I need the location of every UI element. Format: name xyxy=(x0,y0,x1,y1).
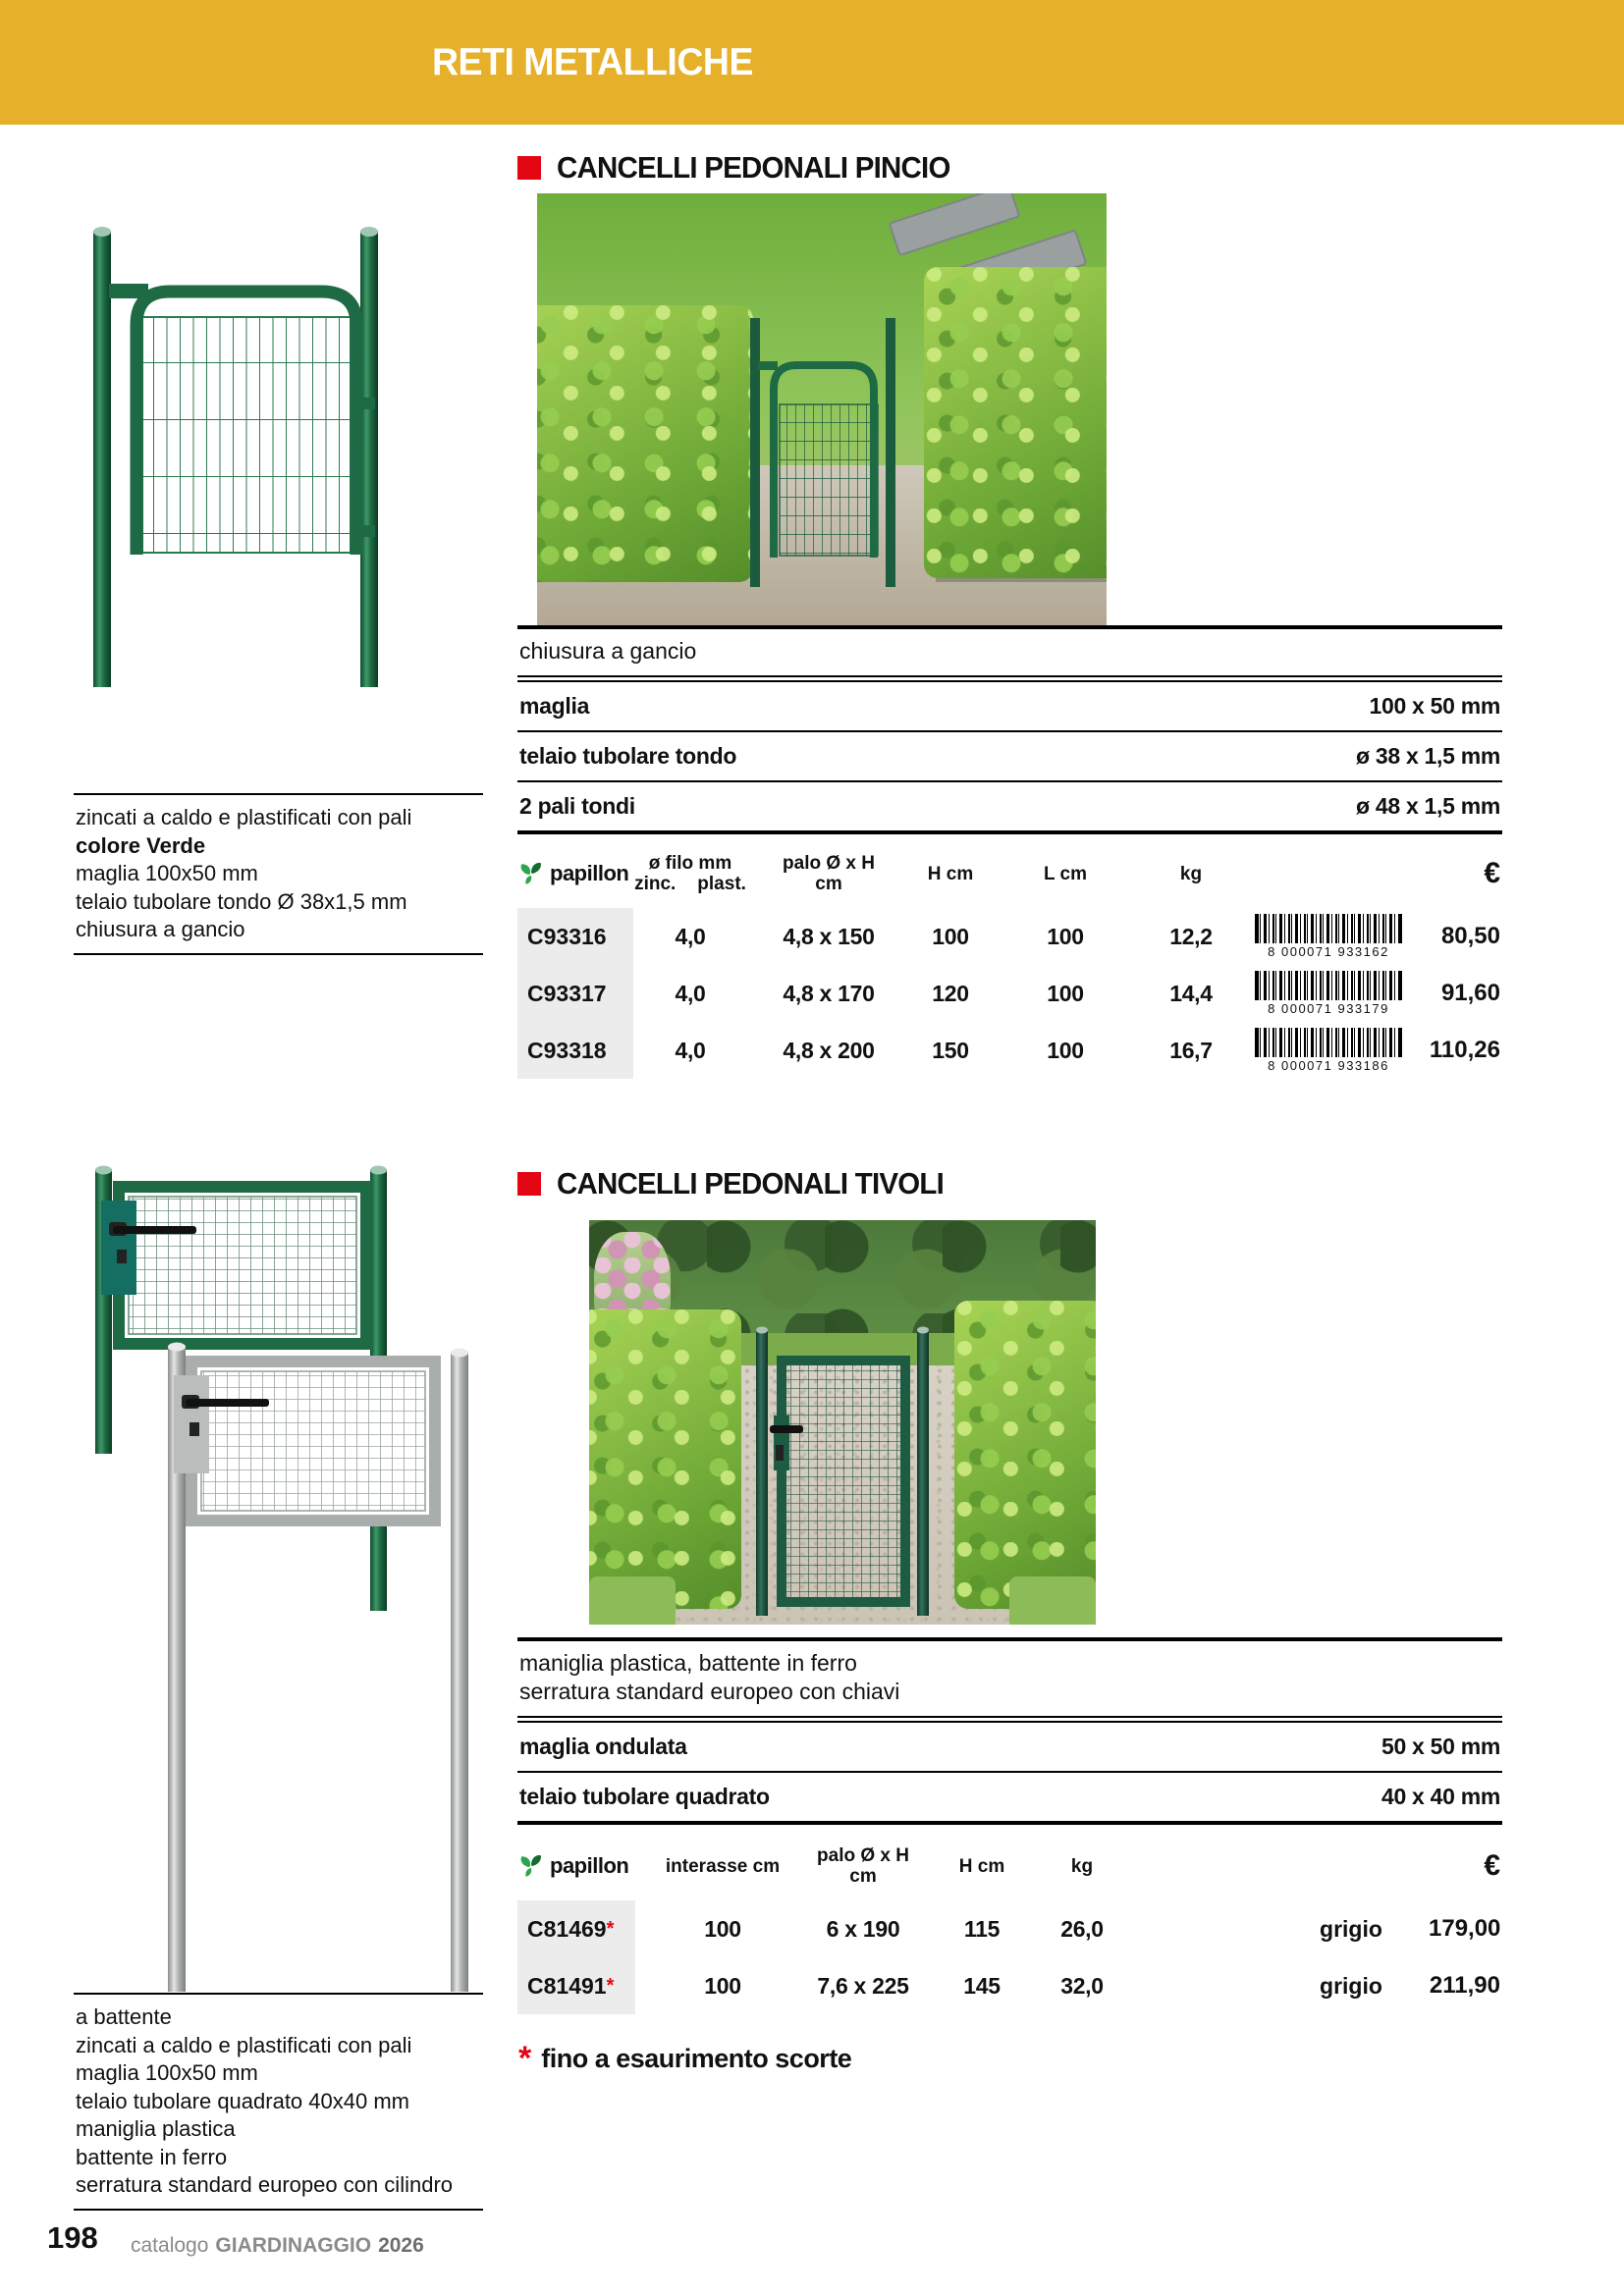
product-code: C81469 * xyxy=(517,1900,635,1957)
note-line: battente in ferro xyxy=(76,2144,228,2169)
spec-label: telaio tubolare tondo xyxy=(519,743,737,769)
note-line: a battente xyxy=(76,2004,172,2029)
h-value: 100 xyxy=(932,923,969,949)
column-header-price: € xyxy=(1484,857,1500,889)
divider xyxy=(517,675,1502,682)
note-line: zincati a caldo e plastificati con pali xyxy=(76,2032,412,2057)
h-value: 115 xyxy=(963,1915,1001,1942)
hedge-right xyxy=(924,267,1107,578)
table-row xyxy=(517,908,1502,965)
spec-label: telaio tubolare quadrato xyxy=(519,1784,770,1809)
barcode-bars xyxy=(1255,914,1402,943)
column-header-kg: kg xyxy=(1070,1855,1094,1877)
product-code: C81491 * xyxy=(517,1957,635,2014)
red-square-bullet xyxy=(517,1172,541,1196)
kg-value: 26,0 xyxy=(1060,1915,1104,1942)
table-row xyxy=(517,965,1502,1022)
tivoli-spec-block xyxy=(517,1637,1502,1825)
column-header-interasse: interasse cm xyxy=(665,1855,781,1877)
tivoli-gates-illustration xyxy=(74,1163,496,1993)
ean-number: 8 000071 933179 xyxy=(1268,1001,1389,1016)
table-row xyxy=(517,1900,1502,1957)
grass-patch xyxy=(589,1576,676,1625)
table-header-row xyxy=(517,1832,1502,1900)
stock-note-text: fino a esaurimento scorte xyxy=(541,2044,852,2073)
product-code: C93317 xyxy=(517,965,633,1022)
note-line: zincati a caldo e plastificati con pali xyxy=(76,805,412,829)
barcode xyxy=(1242,914,1415,959)
h-value: 120 xyxy=(932,980,969,1006)
note-line: chiusura a gancio xyxy=(76,917,245,941)
red-square-bullet xyxy=(517,156,541,180)
kg-value: 32,0 xyxy=(1060,1972,1104,1999)
pincio-spec-block xyxy=(517,625,1502,834)
stock-asterisk: * xyxy=(518,2040,532,2077)
table-header-row xyxy=(517,839,1502,908)
filo-value: 4,0 xyxy=(675,1037,706,1063)
footer-catalog-brand: GIARDINAGGIO xyxy=(215,2234,372,2257)
note-line: maglia 100x50 mm xyxy=(76,861,258,885)
palo-value: 4,8 x 200 xyxy=(783,1037,875,1063)
note-line-color: colore Verde xyxy=(76,832,206,858)
palo-value: 4,8 x 170 xyxy=(783,980,875,1006)
pincio-notes xyxy=(74,793,483,955)
section-title-pincio xyxy=(517,150,971,186)
note-line: serratura standard europeo con cilindro xyxy=(76,2172,454,2197)
l-value: 100 xyxy=(1047,923,1084,949)
h-value: 150 xyxy=(932,1037,969,1063)
palo-value: 7,6 x 225 xyxy=(817,1972,909,1999)
column-header-h: H cm xyxy=(927,863,974,884)
price-value: 91,60 xyxy=(1440,980,1500,1006)
spec-value: ø 48 x 1,5 mm xyxy=(1356,793,1500,819)
footer-catalog-year: 2026 xyxy=(378,2234,424,2257)
section-title-text: CANCELLI PEDONALI TIVOLI xyxy=(557,1166,945,1201)
spec-value: 100 x 50 mm xyxy=(1369,693,1500,719)
hedge-right xyxy=(954,1301,1096,1608)
section-title-text: CANCELLI PEDONALI PINCIO xyxy=(557,150,950,185)
stock-asterisk: * xyxy=(606,1918,615,1940)
palo-value: 6 x 190 xyxy=(826,1915,900,1942)
ean-number: 8 000071 933186 xyxy=(1268,1058,1389,1073)
spec-intro-line2: serratura standard europeo con chiavi xyxy=(519,1679,900,1704)
product-code: C93316 xyxy=(517,908,633,965)
price-value: 179,00 xyxy=(1429,1915,1501,1942)
hedge-left xyxy=(537,305,753,582)
spec-value: 40 x 40 mm xyxy=(1380,1784,1500,1809)
brand-logo-text: papillon xyxy=(550,861,629,885)
barcode-bars xyxy=(1255,1028,1402,1057)
header-band xyxy=(0,0,1624,125)
column-header-filo: ø filo mm zinc. plast. xyxy=(634,853,746,894)
barcode-bars xyxy=(1255,971,1402,1000)
divider xyxy=(517,1716,1502,1723)
filo-value: 4,0 xyxy=(675,980,706,1006)
spec-row xyxy=(517,732,1502,782)
note-line: telaio tubolare quadrato 40x40 mm xyxy=(76,2088,409,2113)
column-header-palo: palo Ø x H cm xyxy=(817,1845,909,1887)
spec-row xyxy=(517,1723,1502,1773)
pincio-product-photo xyxy=(537,193,1107,625)
column-header-price: € xyxy=(1484,1849,1500,1882)
brand-logo xyxy=(517,839,633,908)
brand-logo-text: papillon xyxy=(550,1853,629,1878)
product-code: C93318 xyxy=(517,1022,633,1079)
palo-value: 4,8 x 150 xyxy=(783,923,875,949)
note-line: maniglia plastica xyxy=(76,2116,236,2141)
barcode xyxy=(1242,971,1415,1016)
tivoli-product-table xyxy=(517,1832,1502,2014)
spec-row xyxy=(517,782,1502,834)
color-value: grigio xyxy=(1320,1915,1382,1942)
spec-label: maglia ondulata xyxy=(519,1734,687,1759)
column-header-palo: palo Ø x H cm xyxy=(783,853,875,894)
price-value: 110,26 xyxy=(1429,1037,1500,1063)
footer-catalog xyxy=(131,2234,424,2258)
note-line: maglia 100x50 mm xyxy=(76,2060,258,2085)
ean-number: 8 000071 933162 xyxy=(1268,944,1389,959)
interasse-value: 100 xyxy=(704,1972,741,1999)
spec-value: ø 38 x 1,5 mm xyxy=(1356,743,1500,769)
tivoli-product-photo xyxy=(589,1220,1096,1625)
footer-page-number: 198 xyxy=(47,2220,98,2255)
photo-gate xyxy=(746,1317,939,1618)
h-value: 145 xyxy=(963,1972,1001,1999)
spec-value: 50 x 50 mm xyxy=(1380,1734,1500,1759)
barcode xyxy=(1242,1028,1415,1073)
spec-label: maglia xyxy=(519,693,590,719)
stock-note xyxy=(518,2040,852,2077)
pincio-product-table xyxy=(517,839,1502,1079)
filo-value: 4,0 xyxy=(675,923,706,949)
l-value: 100 xyxy=(1047,980,1084,1006)
column-header-l: L cm xyxy=(1043,863,1087,884)
spec-row xyxy=(517,1773,1502,1825)
spec-intro: chiusura a gancio xyxy=(519,638,697,664)
papillon-butterfly-icon xyxy=(517,861,545,886)
papillon-butterfly-icon xyxy=(517,1853,545,1879)
price-value: 80,50 xyxy=(1440,923,1500,949)
price-value: 211,90 xyxy=(1429,1972,1500,1999)
hedge-left xyxy=(589,1309,741,1609)
kg-value: 14,4 xyxy=(1169,980,1213,1006)
brand-logo xyxy=(517,1832,635,1900)
photo-gate xyxy=(742,310,902,595)
column-header-kg: kg xyxy=(1179,863,1203,884)
column-header-h: H cm xyxy=(958,1855,1005,1877)
interasse-value: 100 xyxy=(704,1915,741,1942)
color-value: grigio xyxy=(1320,1972,1382,1999)
pincio-gate-illustration xyxy=(74,191,398,687)
stock-asterisk: * xyxy=(606,1975,615,1997)
spec-intro-line1: maniglia plastica, battente in ferro xyxy=(519,1650,857,1676)
table-row xyxy=(517,1957,1502,2014)
table-row xyxy=(517,1022,1502,1079)
spec-intro xyxy=(517,1641,1502,1716)
spec-label: 2 pali tondi xyxy=(519,793,635,819)
tivoli-notes xyxy=(74,1993,483,2211)
kg-value: 12,2 xyxy=(1169,923,1213,949)
grass-patch xyxy=(1009,1576,1096,1625)
spec-row xyxy=(517,682,1502,732)
l-value: 100 xyxy=(1047,1037,1084,1063)
note-line: telaio tubolare tondo Ø 38x1,5 mm xyxy=(76,888,407,914)
kg-value: 16,7 xyxy=(1169,1037,1213,1063)
section-title-tivoli xyxy=(517,1166,964,1201)
footer-catalog-label: catalogo xyxy=(131,2234,209,2257)
page-title: RETI METALLICHE xyxy=(432,40,753,83)
